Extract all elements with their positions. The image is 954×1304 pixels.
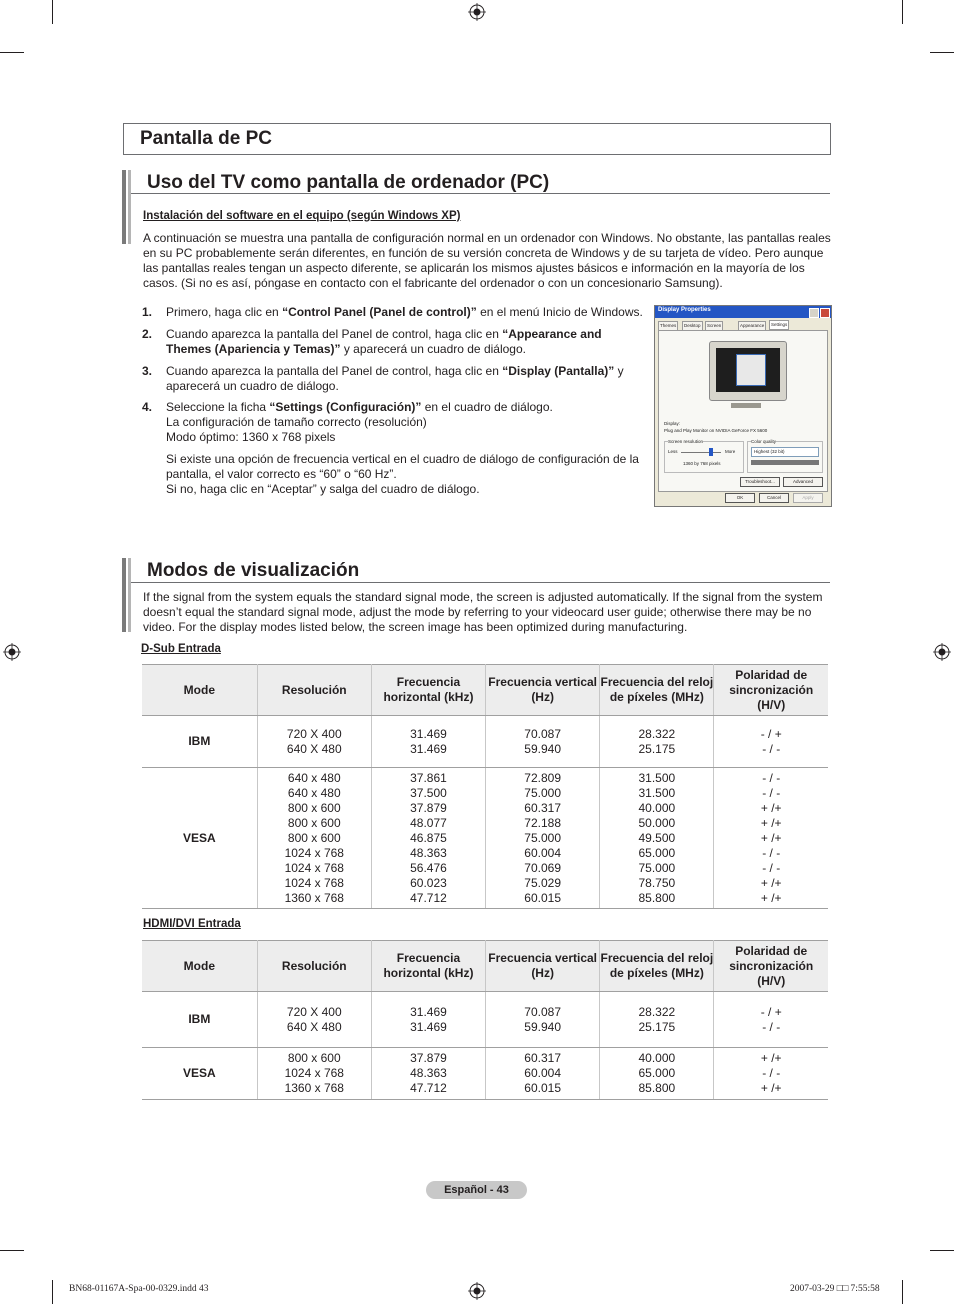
display-properties-screenshot (654, 305, 832, 507)
cell-value: 85.800 (638, 1081, 676, 1095)
monitor-stand (731, 403, 761, 408)
dsub-modes-table (142, 664, 828, 909)
heading-rule (131, 193, 830, 194)
tab-desktop: Desktop (682, 321, 703, 331)
cell-value: 37.879 (410, 800, 447, 815)
step-line (166, 379, 646, 394)
cell-value: 60.004 (524, 1066, 561, 1080)
cell-value: 49.500 (638, 830, 676, 845)
cell-value: 60.015 (524, 1081, 561, 1095)
cell-value: 1360 x 768 (284, 890, 344, 905)
cell-value: - / - (762, 860, 781, 875)
note-line: pantalla, el valor correcto es “60” o “60 Hz”. (166, 467, 397, 481)
step-segment: “Settings (Configuración)” (269, 400, 422, 414)
hdmi-modes-table (142, 940, 828, 1100)
step-line (166, 305, 646, 320)
cell-value: - / + (760, 1004, 782, 1019)
pc-subheading: Instalación del software en el equipo (según Windows XP) (143, 210, 461, 222)
step-segment: en el menú Inicio de Windows. (476, 305, 643, 319)
monitor-screen (716, 348, 780, 392)
step-number: 2. (142, 327, 153, 341)
step-line (166, 342, 646, 357)
table-row (142, 992, 828, 1048)
cell-value: 70.069 (524, 860, 561, 875)
page-number-badge: Español - 43 (426, 1181, 527, 1199)
heading-bar (122, 558, 126, 632)
dialog-titlebar (655, 306, 831, 318)
cell-value: 47.712 (410, 890, 447, 905)
resolution-value: 1360 by 768 pixels (683, 461, 721, 466)
column-header: Frecuencia vertical (Hz) (486, 941, 600, 992)
cell-value: - / - (762, 845, 781, 860)
step-segment: Cuando aparezca la pantalla del Panel de control, haga clic en (166, 364, 503, 378)
intro-line: casos. (Si no es así, póngase en contacto con el fabricante del ordenador o con un concesionario Samsung). (143, 276, 723, 290)
cell-value: 60.015 (524, 890, 561, 905)
v-cell (486, 716, 600, 768)
cell-value: - / - (762, 1066, 781, 1080)
cell-value: - / - (762, 770, 781, 785)
troubleshoot-button: Troubleshoot... (740, 477, 780, 487)
cell-value: 47.712 (410, 1081, 447, 1095)
cell-value: 59.940 (524, 741, 561, 756)
mode-cell: VESA (142, 768, 257, 909)
registration-mark-icon (468, 1282, 486, 1300)
more-label: More (725, 449, 736, 454)
step-text (166, 364, 646, 394)
cell-value: 85.800 (638, 890, 676, 905)
table-header-row (142, 941, 828, 992)
cell-value: 60.023 (410, 875, 447, 890)
note-line: Si existe una opción de frecuencia vertical en el cuadro de diálogo de configuración de la (166, 452, 639, 466)
cell-value: 37.500 (410, 785, 447, 800)
hdmi-label: HDMI/DVI Entrada (143, 918, 241, 930)
step-segment: La configuración de tamaño correcto (resolución) (166, 415, 427, 429)
step-line (166, 327, 646, 342)
crop-mark (52, 0, 53, 24)
cell-value: 65.000 (638, 1066, 676, 1080)
res-cell (257, 768, 371, 909)
step-line (166, 364, 646, 379)
v-cell (486, 768, 600, 909)
crop-mark (52, 1280, 53, 1304)
cell-value: + /+ (760, 875, 782, 890)
cell-value: + /+ (760, 815, 782, 830)
column-header: Mode (142, 665, 257, 716)
cell-value: 75.029 (524, 875, 561, 890)
step-line (166, 430, 646, 445)
intro-line: If the signal from the system equals the standard signal mode, the screen is adjusted automatically. If the signal from the system (143, 590, 823, 604)
step-segment: Themes (Apariencia y Temas)” (166, 342, 341, 356)
crop-mark (930, 1250, 954, 1251)
cell-value: 640 X 480 (286, 741, 342, 756)
cell-value: 1024 x 768 (284, 875, 344, 890)
advanced-button: Advanced (783, 477, 823, 487)
pol-cell (714, 768, 828, 909)
step-number: 3. (142, 364, 153, 378)
note-line: Si no, haga clic en “Aceptar” y salga del cuadro de diálogo. (166, 482, 480, 496)
cell-value: + /+ (760, 890, 782, 905)
cell-value: + /+ (760, 1081, 782, 1095)
step-text (166, 327, 646, 357)
cell-value: 1024 x 768 (284, 1066, 344, 1080)
cell-value: 28.322 (638, 1004, 676, 1019)
cell-value: 31.469 (410, 1019, 447, 1034)
column-header: Resolución (257, 665, 371, 716)
step-segment: Seleccione la ficha (166, 400, 270, 414)
pc-intro (143, 231, 833, 291)
pol-cell (714, 716, 828, 768)
color-select (751, 447, 819, 457)
crop-mark (902, 1280, 903, 1304)
cell-value: 1024 x 768 (284, 860, 344, 875)
crop-mark (0, 52, 24, 53)
heading-bar (122, 170, 126, 244)
table-header-row (142, 665, 828, 716)
pc-section-title: Uso del TV como pantalla de ordenador (PC) (147, 172, 550, 193)
monitor-icon (709, 341, 787, 401)
clk-cell (600, 1048, 714, 1100)
cell-value: 46.875 (410, 830, 447, 845)
step-number: 1. (142, 305, 153, 319)
display-label: Display: (664, 421, 681, 426)
modes-intro (143, 590, 833, 635)
clk-cell (600, 992, 714, 1048)
tab-screen-saver: Screen (705, 321, 723, 331)
resolution-slider (681, 452, 721, 453)
tab-appearance: Appearance (738, 321, 766, 331)
file-slug: BN68-01167A-Spa-00-0329.indd 43 (69, 1284, 209, 1294)
cell-value: 70.087 (524, 1004, 561, 1019)
cell-value: 31.469 (410, 741, 447, 756)
intro-line: las pantallas reales tengan un aspecto diferente, se aplicarán los mismos ajustes básicos e información en la mayoría de los (143, 261, 805, 275)
cell-value: 60.317 (524, 1051, 561, 1065)
step-segment: y aparecerá un cuadro de diálogo. (340, 342, 526, 356)
heading-bar (128, 558, 131, 632)
cell-value: 640 x 480 (287, 770, 341, 785)
crop-mark (0, 1250, 24, 1251)
section-title-box (123, 123, 831, 155)
clk-cell (600, 716, 714, 768)
intro-line: A continuación se muestra una pantalla de configuración normal en un ordenador con Windows. No obstante, las pantallas reales (143, 231, 831, 245)
cell-value: 720 X 400 (286, 1004, 342, 1019)
cell-value: 60.317 (524, 800, 561, 815)
res-cell (257, 1048, 371, 1100)
h-cell (371, 1048, 485, 1100)
column-header: Frecuencia vertical (Hz) (486, 665, 600, 716)
cell-value: + /+ (760, 1051, 782, 1065)
cell-value: 48.363 (410, 1066, 447, 1080)
cell-value: 1024 x 768 (284, 845, 344, 860)
registration-mark-icon (468, 3, 486, 21)
column-header: Frecuencia del reloj de píxeles (MHz) (600, 665, 714, 716)
ok-button: OK (725, 493, 755, 503)
cell-value: - / - (762, 741, 781, 756)
step-segment: “Display (Pantalla)” (502, 364, 615, 378)
note (166, 452, 646, 497)
cell-value: 40.000 (638, 800, 676, 815)
cell-value: 25.175 (638, 741, 676, 756)
step-segment: Modo óptimo: 1360 x 768 pixels (166, 430, 336, 444)
cell-value: 65.000 (638, 845, 676, 860)
v-cell (486, 1048, 600, 1100)
registration-mark-icon (933, 643, 951, 661)
cell-value: 75.000 (524, 830, 561, 845)
mode-cell: VESA (142, 1048, 257, 1100)
apply-button: Apply (793, 493, 823, 503)
column-header: Frecuencia del reloj de píxeles (MHz) (600, 941, 714, 992)
intro-line: doesn’t equal the standard signal mode, adjust the mode by referring to your videocard user guide; otherwise there may be no (143, 605, 812, 619)
cell-value: + /+ (760, 830, 782, 845)
cell-value: 72.809 (524, 770, 561, 785)
step-segment: Primero, haga clic en (166, 305, 283, 319)
cell-value: 75.000 (638, 860, 676, 875)
cell-value: 78.750 (638, 875, 676, 890)
v-cell (486, 992, 600, 1048)
cell-value: 56.476 (410, 860, 447, 875)
display-value: Plug and Play Monitor on NVIDIA GeForce FX 5600 (664, 428, 768, 433)
column-header: Polaridad de sincronización (H/V) (714, 665, 828, 716)
step-text (166, 305, 646, 320)
mode-cell: IBM (142, 716, 257, 768)
step-segment: Cuando aparezca la pantalla del Panel de control, haga clic en (166, 327, 503, 341)
column-header: Frecuencia horizontal (kHz) (371, 941, 485, 992)
cell-value: 640 X 480 (286, 1019, 342, 1034)
tab-themes: Themes (658, 321, 678, 331)
cell-value: 37.861 (410, 770, 447, 785)
step-segment: y (614, 364, 624, 378)
step-segment: aparecerá un cuadro de diálogo. (166, 379, 339, 393)
section-title: Pantalla de PC (140, 128, 272, 149)
cell-value: - / - (762, 1019, 781, 1034)
cancel-button: Cancel (759, 493, 789, 503)
cell-value: 800 x 600 (287, 1051, 341, 1065)
heading-rule (131, 582, 830, 583)
crop-mark (902, 0, 903, 24)
mode-cell: IBM (142, 992, 257, 1048)
cell-value: 28.322 (638, 726, 676, 741)
color-value: Highest (32 bit) (754, 449, 785, 454)
step-segment: “Appearance and (502, 327, 602, 341)
h-cell (371, 768, 485, 909)
modes-section-title: Modos de visualización (147, 560, 360, 581)
cell-value: 800 x 600 (287, 800, 341, 815)
tab-settings: Settings (769, 320, 789, 330)
resolution-group (664, 441, 744, 473)
table-row (142, 1048, 828, 1100)
cell-value: 1360 x 768 (284, 1081, 344, 1095)
color-label: Color quality (751, 439, 777, 444)
cell-value: 800 x 600 (287, 830, 341, 845)
clk-cell (600, 768, 714, 909)
cell-value: 640 x 480 (287, 785, 341, 800)
cell-value: 31.500 (638, 770, 676, 785)
slider-handle (709, 448, 713, 456)
step-text (166, 400, 646, 445)
table-row (142, 716, 828, 768)
dsub-label: D-Sub Entrada (141, 643, 221, 655)
color-group (747, 441, 823, 473)
window-preview (736, 354, 766, 386)
step-segment: en el cuadro de diálogo. (421, 400, 553, 414)
heading-bar (128, 170, 131, 244)
column-header: Resolución (257, 941, 371, 992)
resolution-label: Screen resolution (668, 439, 704, 444)
dialog-title: Display Properties (658, 307, 711, 313)
registration-mark-icon (3, 643, 21, 661)
cell-value: 31.469 (410, 1004, 447, 1019)
column-header: Polaridad de sincronización (H/V) (714, 941, 828, 992)
pol-cell (714, 992, 828, 1048)
cell-value: 31.500 (638, 785, 676, 800)
crop-mark (930, 52, 954, 53)
column-header: Mode (142, 941, 257, 992)
date-slug: 2007-03-29 □□ 7:55:58 (790, 1284, 880, 1294)
cell-value: 37.879 (410, 1051, 447, 1065)
dialog-panel (658, 330, 828, 492)
step-segment: “Control Panel (Panel de control)” (282, 305, 477, 319)
pol-cell (714, 1048, 828, 1100)
cell-value: 720 X 400 (286, 726, 342, 741)
cell-value: 40.000 (638, 1051, 676, 1065)
cell-value: 25.175 (638, 1019, 676, 1034)
cell-value: + /+ (760, 800, 782, 815)
help-icon (809, 308, 819, 318)
step-line (166, 415, 646, 430)
color-bar (751, 460, 819, 465)
cell-value: 59.940 (524, 1019, 561, 1034)
cell-value: 48.077 (410, 815, 447, 830)
intro-line: en su PC probablemente serán diferentes, en función de su versión concreta de Windows y de su tarjeta de vídeo. Pero aunque (143, 246, 824, 260)
intro-line: video. For the display modes listed below, the screen image has been optimized during manufacturing. (143, 620, 688, 634)
cell-value: 31.469 (410, 726, 447, 741)
cell-value: 70.087 (524, 726, 561, 741)
less-label: Less (668, 449, 678, 454)
cell-value: - / - (762, 785, 781, 800)
cell-value: 50.000 (638, 815, 676, 830)
h-cell (371, 716, 485, 768)
cell-value: - / + (760, 726, 782, 741)
step-line (166, 400, 646, 415)
cell-value: 800 x 600 (287, 815, 341, 830)
close-icon (820, 308, 830, 318)
cell-value: 72.188 (524, 815, 561, 830)
cell-value: 48.363 (410, 845, 447, 860)
cell-value: 60.004 (524, 845, 561, 860)
step-number: 4. (142, 400, 153, 414)
h-cell (371, 992, 485, 1048)
res-cell (257, 716, 371, 768)
res-cell (257, 992, 371, 1048)
column-header: Frecuencia horizontal (kHz) (371, 665, 485, 716)
table-row (142, 768, 828, 909)
cell-value: 75.000 (524, 785, 561, 800)
